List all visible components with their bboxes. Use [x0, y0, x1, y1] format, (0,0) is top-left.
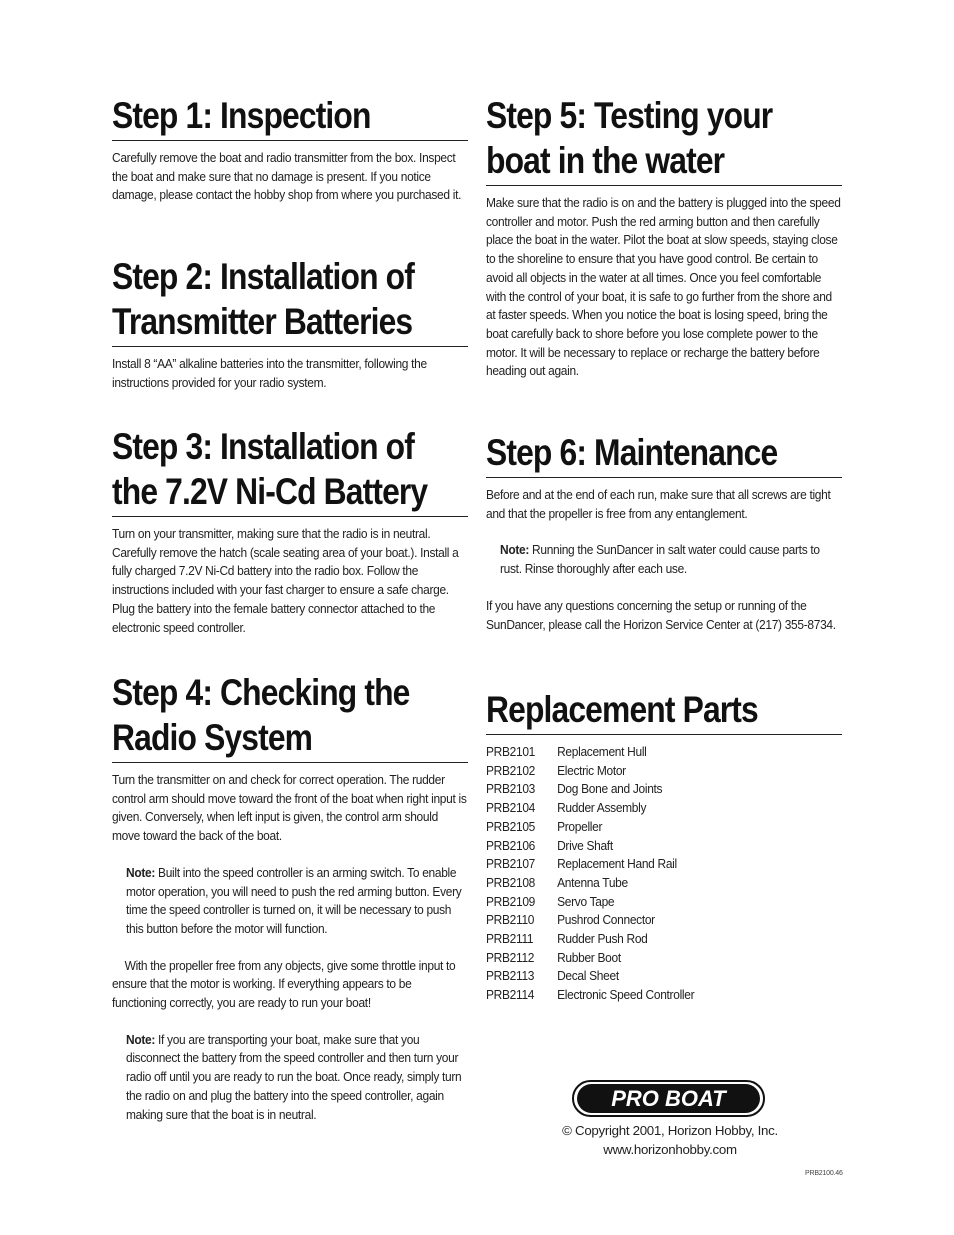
document-number: PRB2100.46 [805, 1170, 843, 1177]
step6-section [486, 430, 842, 634]
logo-text: PRO BOAT [577, 1084, 760, 1113]
step3-title-line2: the 7.2V Ni-Cd Battery [112, 471, 428, 512]
part-row [486, 986, 842, 1005]
replacement-parts-section [486, 687, 842, 1005]
step4-title [112, 670, 468, 762]
step5-title-line2: boat in the water [486, 140, 725, 181]
step3-body: Turn on your transmitter, making sure that the radio is in neutral. Carefully remove the hatch (scale seating area of your boat.). Install a fully charged 7.2V Ni-Cd battery into the radio box. Follow the instructions included with your fast charger to ensure a safe charge. Plug the battery into the female battery connector attached to the electronic speed controller. [112, 526, 459, 635]
part-code: PRB2104 [486, 800, 536, 816]
step4-title-line1: Step 4: Checking the [112, 672, 410, 713]
part-code: PRB2111 [486, 931, 534, 947]
part-description: Decal Sheet [557, 968, 619, 984]
step4-note1-text: Built into the speed controller is an arming switch. To enable motor operation, you will need to push the red arming button. Every time the speed controller is turned on, it will be necessary to push this button before the motor will function. [126, 864, 462, 936]
step4-section [112, 670, 468, 1124]
part-code: PRB2105 [486, 818, 536, 834]
copyright-block [530, 1122, 810, 1159]
part-description: Antenna Tube [557, 874, 628, 890]
part-description: Servo Tape [557, 893, 615, 909]
pro-boat-logo [572, 1080, 765, 1117]
step2-section [112, 254, 468, 392]
step4-note2-label: Note: [126, 1031, 156, 1047]
part-description: Replacement Hand Rail [557, 856, 677, 872]
part-description: Rudder Assembly [557, 800, 647, 816]
step5-rule [486, 185, 842, 186]
part-row [486, 762, 842, 781]
step4-note1 [126, 864, 468, 939]
part-description: Replacement Hull [557, 744, 647, 759]
part-description: Electronic Speed Controller [557, 987, 695, 1003]
step6-title: Step 6: Maintenance [486, 432, 778, 473]
part-description: Pushrod Connector [557, 912, 655, 928]
part-row [486, 743, 842, 762]
step5-section [486, 93, 842, 381]
part-row [486, 911, 842, 930]
part-code: PRB2114 [486, 987, 535, 1003]
part-row [486, 949, 842, 968]
step1-rule [112, 140, 468, 141]
step5-title-line1: Step 5: Testing your [486, 95, 773, 136]
part-row [486, 855, 842, 874]
part-code: PRB2101 [486, 744, 536, 759]
step4-body: Turn the transmitter on and check for correct operation. The rudder control arm should move toward the front of the boat when right input is given. Conversely, when left input is given, the control arm should move toward the back of the boat. [112, 772, 467, 844]
part-description: Rubber Boot [557, 949, 621, 965]
part-description: Drive Shaft [557, 837, 613, 853]
step6-body: Before and at the end of each run, make sure that all screws are tight and that the propeller is free from any entanglement. [486, 487, 831, 521]
step4-title-line2: Radio System [112, 717, 313, 758]
parts-list [486, 743, 842, 1005]
step4-note1-label: Note: [126, 864, 156, 880]
step5-title [486, 93, 842, 185]
step3-title-line1: Step 3: Installation of [112, 426, 414, 467]
step4-note2-text: If you are transporting your boat, make sure that you disconnect the battery from the speed controller and then turn your radio off until you are ready to run the boat. Once ready, simply turn the radio on and plug the battery into the speed controller, again making sure that the boat is in neutral. [126, 1031, 462, 1122]
step4-note2 [126, 1031, 468, 1125]
step6-rule [486, 477, 842, 478]
step5-body: Make sure that the radio is on and the battery is plugged into the speed controller and motor. Push the red arming button and then carefully place the boat in the water. Pilot the boat at slow speeds, staying close to the shoreline to ensure that you have good control. Be certain to avoid all objects in the water at all times. Once you feel comfortable with the control of your boat, it is safe to go further from the shore and at faster speeds. When you notice the boat is losing speed, bring the boat carefully back to shore before you lose complete power to the motor. It will be necessary to replace or recharge the battery before heading out again. [486, 195, 841, 379]
part-code: PRB2106 [486, 837, 536, 853]
part-row [486, 837, 842, 856]
part-row [486, 874, 842, 893]
part-row [486, 893, 842, 912]
step2-title-line2: Transmitter Batteries [112, 301, 413, 342]
part-code: PRB2112 [486, 949, 535, 965]
step2-title [112, 254, 468, 346]
replacement-parts-rule [486, 734, 842, 735]
step3-section [112, 424, 468, 637]
part-code: PRB2107 [486, 856, 536, 872]
step4-body2: With the propeller free from any objects, give some throttle input to ensure that the motor is working. If everything appears to be functioning correctly, you are ready to run your boat! [112, 957, 456, 1011]
part-description: Rudder Push Rod [557, 931, 648, 947]
logo-outer-ring [572, 1080, 765, 1117]
part-code: PRB2110 [486, 912, 535, 928]
part-code: PRB2113 [486, 968, 535, 984]
replacement-parts-title: Replacement Parts [486, 689, 758, 730]
part-code: PRB2108 [486, 874, 536, 890]
part-description: Propeller [557, 818, 603, 834]
step3-rule [112, 516, 468, 517]
part-code: PRB2103 [486, 781, 536, 797]
step1-section [112, 93, 468, 205]
part-code: PRB2102 [486, 762, 536, 778]
part-description: Electric Motor [557, 762, 626, 778]
step1-body: Carefully remove the boat and radio transmitter from the box. Inspect the boat and make sure that no damage is present. If you notice damage, please contact the hobby shop from where you purchased it. [112, 150, 462, 203]
step4-rule [112, 762, 468, 763]
step1-title: Step 1: Inspection [112, 95, 371, 136]
step2-body: Install 8 “AA” alkaline batteries into the transmitter, following the instructions provided for your radio system. [112, 356, 427, 390]
step2-rule [112, 346, 468, 347]
part-code: PRB2109 [486, 893, 536, 909]
step6-note-label: Note: [500, 542, 530, 558]
part-row [486, 818, 842, 837]
copyright-text: © Copyright 2001, Horizon Hobby, Inc. [562, 1123, 778, 1138]
step6-contact: If you have any questions concerning the setup or running of the SunDancer, please call the Horizon Service Center at (217) 355-8734. [486, 597, 836, 632]
part-row [486, 780, 842, 799]
part-description: Dog Bone and Joints [557, 781, 663, 797]
part-row [486, 799, 842, 818]
step3-title [112, 424, 468, 516]
part-row [486, 967, 842, 986]
step6-note [500, 541, 842, 578]
website-text: www.horizonhobby.com [603, 1141, 737, 1157]
step2-title-line1: Step 2: Installation of [112, 256, 414, 297]
part-row [486, 930, 842, 949]
step6-note-text: Running the SunDancer in salt water could cause parts to rust. Rinse thoroughly after each use. [500, 542, 820, 577]
